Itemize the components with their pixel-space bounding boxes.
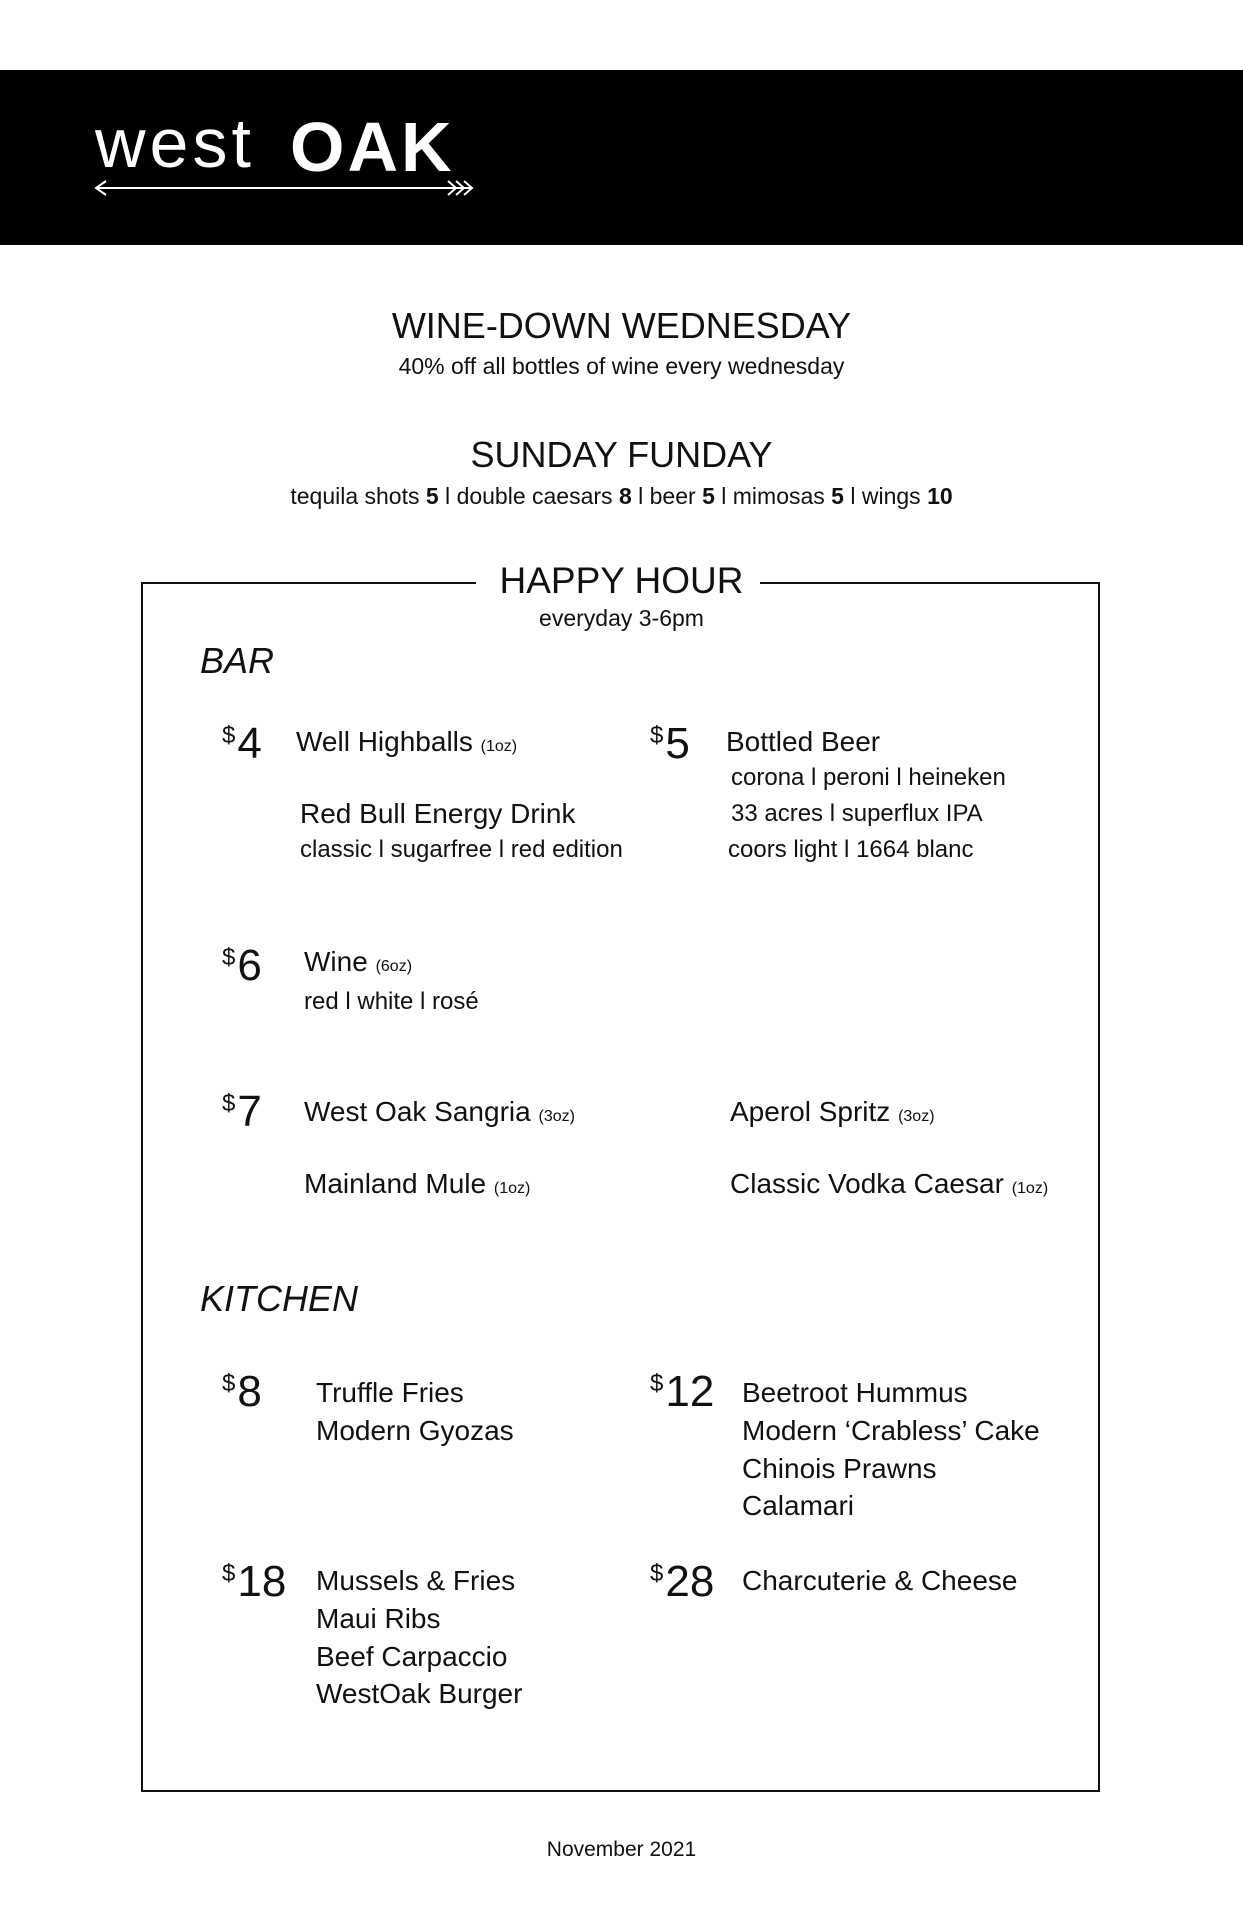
price-28: $28 [650, 1557, 715, 1606]
list-item: Mussels & Fries [316, 1565, 516, 1596]
price-12: $12 [650, 1367, 715, 1416]
logo-oak: OAK [290, 108, 455, 186]
list-item: Maui Ribs [316, 1602, 441, 1634]
price-18: $18 [222, 1557, 287, 1606]
menu-item-wine: Wine (6oz) [304, 946, 413, 977]
special-price: 5 [702, 483, 715, 509]
kitchen-list-8 [316, 1374, 514, 1450]
special-price: 10 [927, 483, 953, 509]
separator: l [631, 483, 650, 509]
menu-item-well-highballs: Well Highballs (1oz) [296, 726, 518, 757]
beer-options-1: corona l peroni l heineken [731, 764, 1006, 791]
happy-hour-title: HAPPY HOUR [499, 560, 744, 601]
price-4: $4 [222, 719, 262, 768]
sunday-specials [0, 483, 1243, 510]
list-item: Charcuterie & Cheese [742, 1565, 1018, 1596]
logo-arrow-icon [92, 178, 477, 198]
menu-item-aperol-spritz: Aperol Spritz (3oz) [730, 1096, 935, 1127]
wine-options: red l white l rosé [304, 988, 479, 1015]
box-top-left-line [141, 582, 476, 584]
box-top-right-line [760, 582, 1100, 584]
wine-down-subtitle: 40% off all bottles of wine every wednesday [398, 353, 845, 379]
special-name: mimosas [732, 483, 832, 509]
list-item: Beef Carpaccio [316, 1640, 508, 1672]
bar-heading: BAR [200, 640, 275, 681]
special-name: tequila shots [290, 483, 426, 509]
happy-hour-subtitle: everyday 3-6pm [539, 605, 704, 631]
wine-down-title: WINE-DOWN WEDNESDAY [391, 305, 852, 346]
sunday-title: SUNDAY FUNDAY [470, 434, 773, 475]
special-name: beer [649, 483, 703, 509]
separator: l [438, 483, 457, 509]
kitchen-list-18 [316, 1562, 522, 1713]
beer-options-2: 33 acres l superflux IPA [731, 800, 983, 827]
price-7: $7 [222, 1087, 262, 1136]
red-bull-options: classic l sugarfree l red edition [300, 836, 623, 863]
price-5: $5 [650, 719, 690, 768]
kitchen-list-28 [742, 1562, 1017, 1600]
menu-item-sangria: West Oak Sangria (3oz) [304, 1096, 575, 1127]
menu-item-red-bull: Red Bull Energy Drink [300, 798, 576, 829]
list-item: Modern ‘Crabless’ Cake [742, 1414, 1040, 1446]
list-item: WestOak Burger [316, 1678, 523, 1710]
list-item: Truffle Fries [316, 1377, 464, 1408]
special-price: 8 [618, 483, 632, 509]
special-price: 5 [425, 483, 439, 509]
kitchen-heading: KITCHEN [200, 1278, 359, 1319]
menu-item-mainland-mule: Mainland Mule (1oz) [304, 1168, 531, 1199]
box-bottom-line [141, 1790, 1100, 1792]
special-price: 5 [831, 483, 844, 509]
box-left-line [141, 582, 143, 1792]
price-8: $8 [222, 1367, 262, 1416]
separator: l [714, 483, 733, 509]
price-6: $6 [222, 941, 262, 990]
logo-west: west [95, 104, 255, 182]
menu-item-bottled-beer: Bottled Beer [726, 726, 881, 757]
beer-options-3: coors light l 1664 blanc [728, 836, 974, 863]
separator: l [843, 483, 862, 509]
special-name: wings [861, 483, 928, 509]
special-name: double caesars [456, 483, 619, 509]
menu-item-vodka-caesar: Classic Vodka Caesar (1oz) [730, 1168, 1049, 1199]
box-right-line [1098, 582, 1100, 1792]
footer-date: November 2021 [546, 1838, 697, 1861]
list-item: Modern Gyozas [316, 1414, 514, 1446]
list-item: Chinois Prawns [742, 1452, 937, 1484]
list-item: Calamari [742, 1490, 855, 1522]
kitchen-list-12 [742, 1374, 1040, 1525]
list-item: Beetroot Hummus [742, 1377, 968, 1408]
